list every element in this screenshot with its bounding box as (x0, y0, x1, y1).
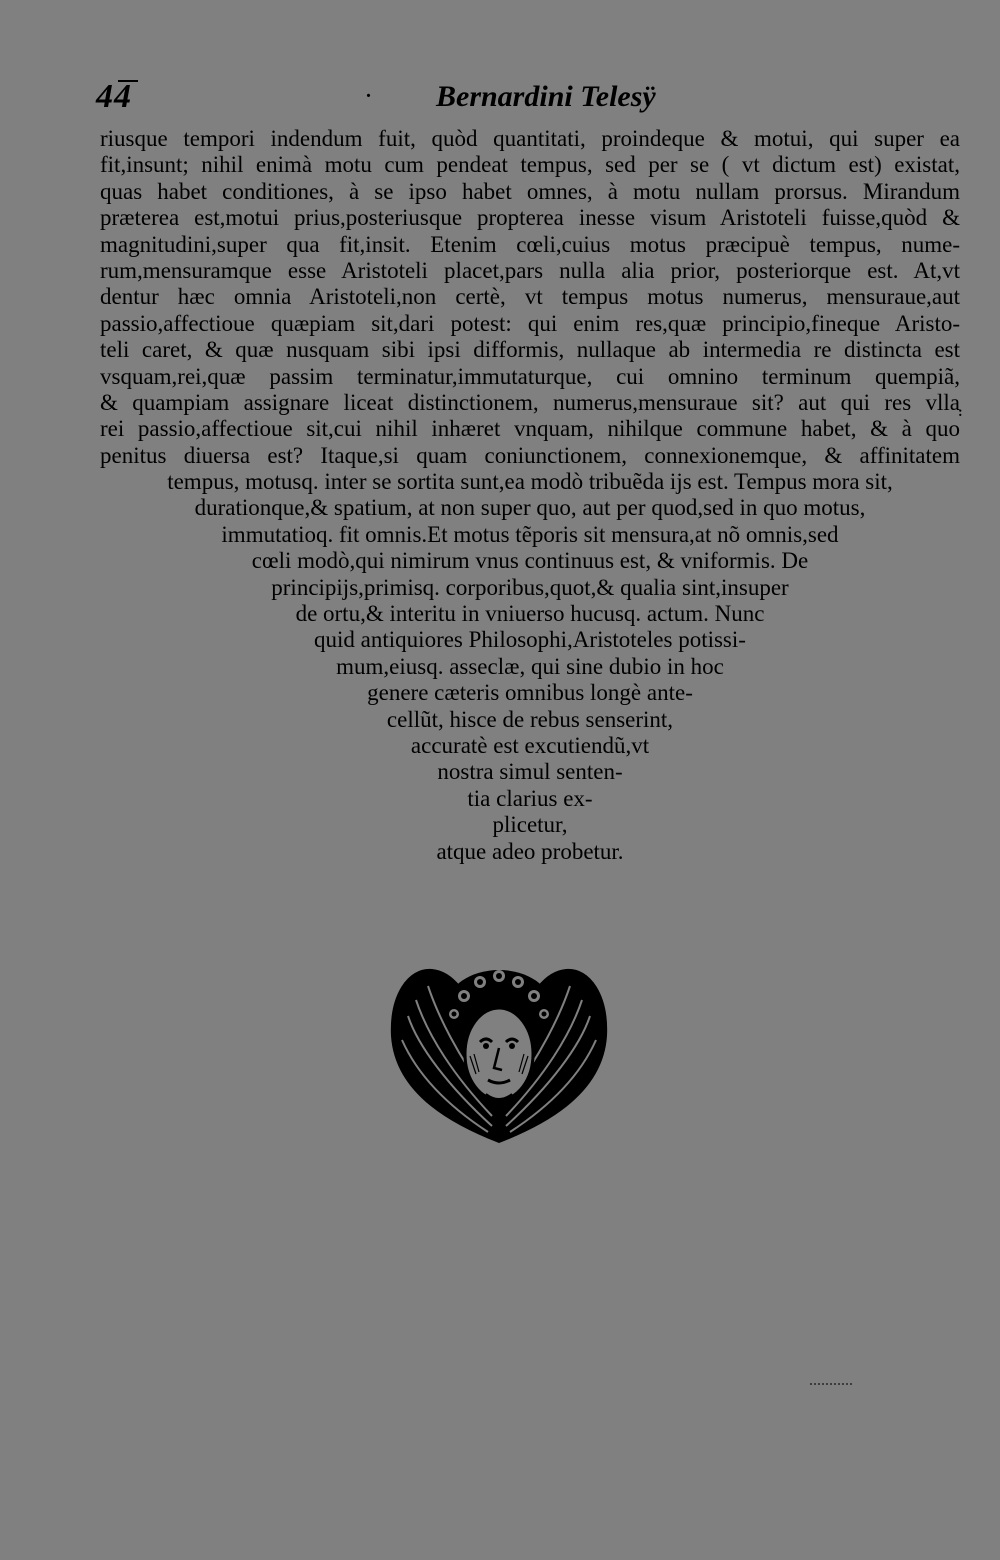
text-line: rum,mensuramque esse Aristoteli placet,pars nulla alia prior, posteriorque est. At,vt (100, 257, 960, 283)
text-line: plicetur, (492, 812, 568, 838)
text-line: magnitudini,super qua fit,insit. Etenim cœli,cuius motus præcipuè tempus, nume- (100, 231, 960, 257)
text-line: genere cæteris omnibus longè ante- (367, 680, 693, 706)
text-line: teli caret, & quæ nusquam sibi ipsi difformis, nullaque ab intermedia re distincta est (100, 337, 960, 363)
text-line: cœli modò,qui nimirum vnus continuus est, & vniformis. De (251, 548, 809, 574)
text-line: durationque,& spatium, at non super quo, aut per quod,sed in quo motus, (194, 495, 866, 521)
text-line: præterea est,motui prius,posteriusque propterea inesse visum Aristoteli fuisse,quòd & (100, 205, 960, 231)
text-line: penitus diuersa est? Itaque,si quam coniunctionem, connexionemque, & affinitatem (100, 442, 960, 468)
running-head-ornament: . (366, 80, 371, 102)
body-text (100, 126, 960, 865)
text-line: quid antiquiores Philosophi,Aristoteles potissi- (314, 627, 746, 653)
text-line: de ortu,& interitu in vniuerso hucusq. actum. Nunc (295, 601, 765, 627)
text-line: dentur hæc omnia Aristoteli,non certè, vt tempus motus numerus, mensuraue,aut (100, 284, 960, 310)
text-line: immutatioq. fit omnis.Et motus tẽporis sit mensura,at nõ omnis,sed (221, 521, 839, 547)
running-head (96, 78, 676, 124)
text-line: passio,affectioue quæpiam sit,dari potest: qui enim res,quæ principio,fineque Aristo- (100, 310, 960, 336)
text-line: nostra simul senten- (437, 759, 623, 785)
text-line: fit,insunt; nihil enimà motu cum pendeat tempus, sed per se ( vt dictum est) existat, (100, 152, 960, 178)
running-title: Bernardini Telesÿ (436, 80, 656, 113)
text-line: riusque tempori indendum fuit, quòd quantitati, proindeque & motui, qui super ea (100, 126, 960, 151)
text-line: cellũt, hisce de rebus senserint, (386, 706, 674, 732)
text-line: quas habet conditiones, à se ipso habet omnes, à motu nullam prorsus. Mirandum (100, 178, 960, 204)
text-line: & quampiam assignare liceat distinctionem, numerus,mensuraue sit? aut qui res vlla (100, 389, 960, 415)
text-line: mum,eiusq. asseclæ, qui sine dubio in hoc (336, 653, 724, 679)
page-number: 44 (96, 78, 132, 115)
margin-mark: : (958, 405, 963, 420)
text-line: principijs,primisq. corporibus,quot,& qualia sint,insuper (271, 574, 789, 600)
text-line: accuratè est excutiendũ,vt (410, 732, 650, 758)
text-line: tempus, motusq. inter se sortita sunt,ea modò tribuẽda ijs est. Tempus mora sit, (167, 469, 893, 495)
text-line: tia clarius ex- (467, 785, 593, 811)
print-smudge (810, 1383, 852, 1385)
text-line: rei passio,affectioue sit,cui nihil inhæret vnquam, nihilque commune habet, & à quo (100, 416, 960, 442)
text-line: vsquam,rei,quæ passim terminatur,immutaturque, cui omnino terminum quempiã, (100, 363, 960, 389)
text-line: atque adeo probetur. (436, 838, 624, 864)
winged-cherub-head-icon (388, 956, 610, 1148)
